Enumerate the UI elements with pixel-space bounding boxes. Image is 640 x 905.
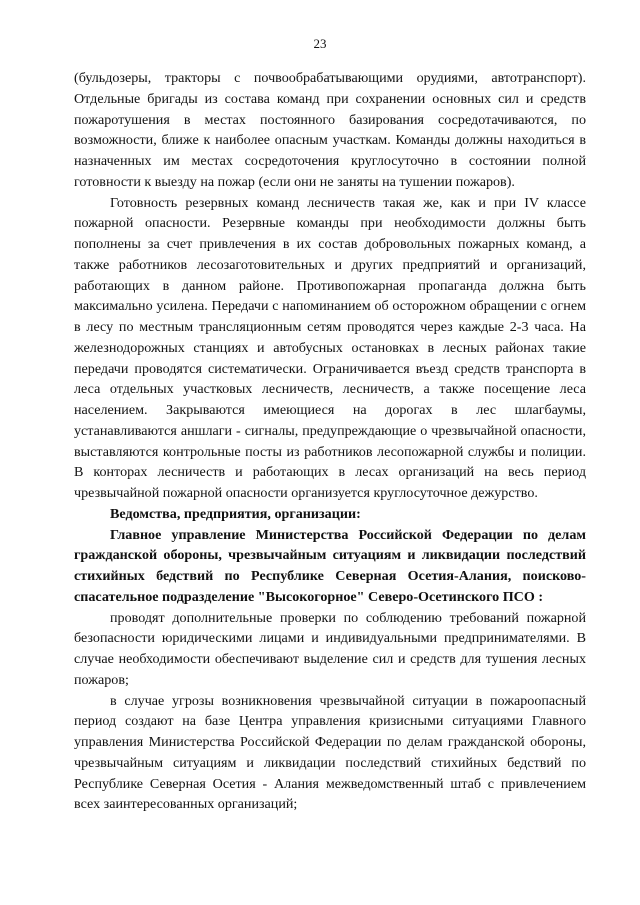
paragraph-reserve-teams: Готовность резервных команд лесничеств такая же, как и при IV классе пожарной опасности. Резервные команды при необходимости должны быть пополнены за счет привлечения в их состав добровольных пожарных команд, а также работников лесозаготовительных и других предприятий и организаций, работающих в данном районе. Противопожарная пропаганда должна быть максимально усилена. Передачи с напоминанием об осторожном обращении с огнем в лесу по местным трансляционным сетям проводятся через каждые 2-3 часа. На железнодорожных станциях и автобусных остановках в лесных районах такие передачи проводятся систематически. Ограничивается въезд средств транспорта в леса отдельных участковых лесничеств, лесничеств, а также посещение леса населением. Закрываются имеющиеся на дорогах в лес шлагбаумы, устанавливаются аншлаги - сигналы, предупреждающие о чрезвычайной опасности, выставляются контрольные посты из работников лесопожарной службы и полиции. В конторах лесничеств и работающих в лесах организаций на весь период чрезвычайной пожарной опасности организуется круглосуточное дежурство. — [74, 194, 586, 501]
page-content — [74, 68, 586, 815]
agency-heading: Главное управление Министерства Российской Федерации по делам гражданской обороны, чрезвычайным ситуациям и ликвидации последствий стихийных бедствий по Республике Северная Осетия-Алания, поисково-спасательное подразделение "Высокогорное" Северо-Осетинского ПСО : — [74, 526, 586, 605]
paragraph-emergency-hq: в случае угрозы возникновения чрезвычайной ситуации в пожароопасный период создают на базе Центра управления кризисными ситуациями Главного управления Министерства Российской Федерации по делам гражданской обороны, чрезвычайным ситуациям и ликвидации последствий стихийных бедствий по Республике Северная Осетия - Алания межведомственный штаб с привлечением всех заинтересованных организаций; — [74, 692, 586, 813]
section-heading: Ведомства, предприятия, организации: — [110, 505, 361, 522]
paragraph-inspections: проводят дополнительные проверки по соблюдению требований пожарной безопасности юридическими лицами и индивидуальными предпринимателями. В случае необходимости обеспечивают выделение сил и средств для тушения лесных пожаров; — [74, 609, 586, 688]
page-number: 23 — [313, 36, 327, 51]
paragraph-continuation: (бульдозеры, тракторы с почвообрабатывающими орудиями, автотранспорт). Отдельные бригады из состава команд при сохранении основных сил и средств пожаротушения в местах постоянного базирования сосредотачиваются, по возможности, ближе к наиболее опасным участкам. Команды должны находиться в назначенных им местах сосредоточения круглосуточно в состоянии полной готовности к выезду на пожар (если они не заняты на тушении пожаров). — [74, 70, 586, 190]
